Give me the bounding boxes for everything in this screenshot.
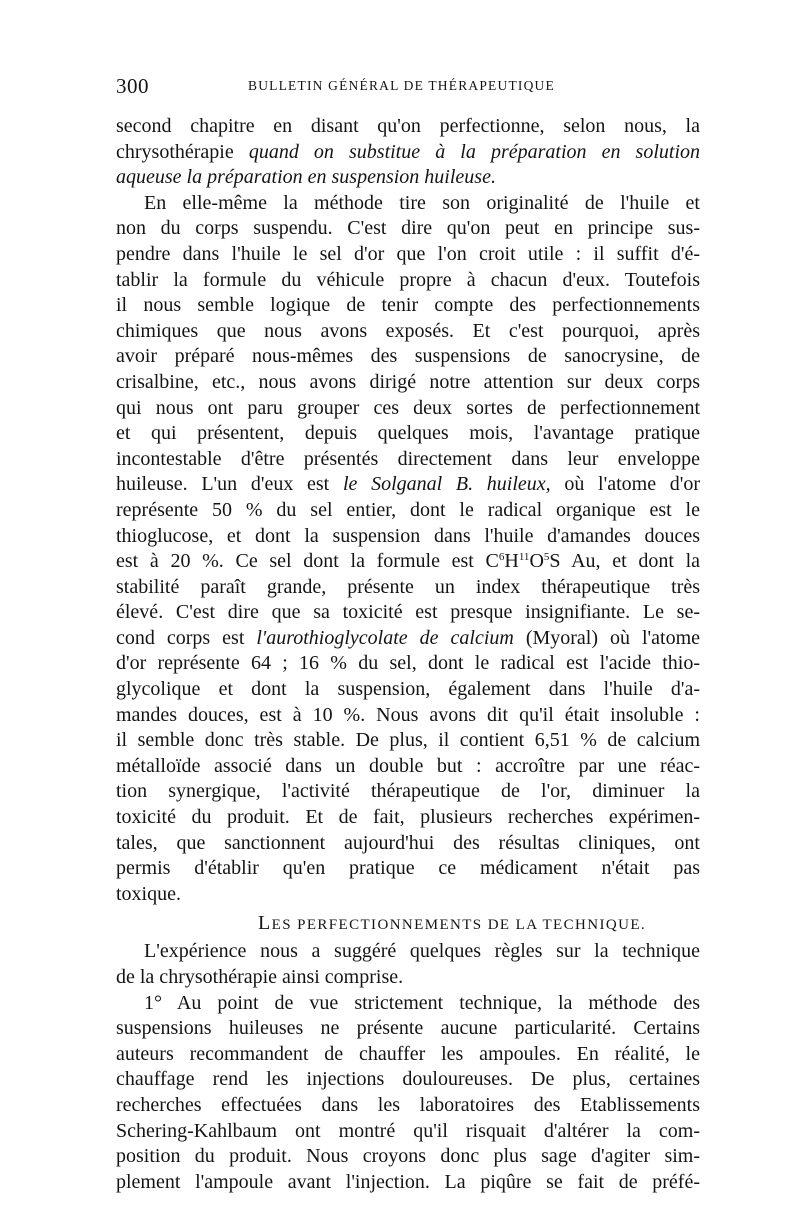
text-line: crisalbine, etc., nous avons dirigé notre attention sur deux corps — [116, 370, 700, 393]
text-line: second chapitre en disant qu'on perfectionne, selon nous, la — [116, 115, 700, 137]
text-line: et qui présentent, depuis quelques mois, l'avantage pratique — [116, 422, 700, 445]
text-line: métalloïde associé dans un double but : accroître par une réac- — [116, 754, 700, 777]
text-line: qui nous ont paru grouper ces deux sortes de perfectionnement — [116, 396, 700, 419]
text-line: mandes douces, est à 10 %. Nous avons dit qu'il était insoluble : — [116, 703, 700, 726]
text-line: chimiques que nous avons exposés. Et c'est pourquoi, après — [116, 319, 700, 342]
paragraph-start: L'expérience nous a suggéré quelques règles sur la technique — [144, 940, 700, 963]
text-line: pendre dans l'huile le sel d'or que l'on croit utile : il suffit d'é- — [116, 242, 700, 265]
text-line: auteurs recommandent de chauffer les ampoules. En réalité, le — [116, 1042, 700, 1065]
text-line: chrysothérapie quand on substitue à la préparation en solution — [116, 140, 700, 163]
text-line: stabilité paraît grande, présente un index thérapeutique très — [116, 575, 700, 598]
text-line: tion synergique, l'activité thérapeutique de l'or, diminuer la — [116, 780, 700, 803]
text-line: huileuse. L'un d'eux est le Solganal B. huileux, où l'atome d'or — [116, 473, 700, 496]
body-text — [116, 114, 700, 1195]
text-line: incontestable d'être présentés directement dans leur enveloppe — [116, 447, 700, 470]
text-line: tablir la formule du véhicule propre à chacun d'eux. Toutefois — [116, 268, 700, 291]
text-line: suspensions huileuses ne présente aucune particularité. Certains — [116, 1017, 700, 1040]
text-line: d'or représente 64 ; 16 % du sel, dont le radical est l'acide thio- — [116, 652, 700, 675]
page-header — [116, 74, 696, 104]
text-line: toxicité du produit. Et de fait, plusieurs recherches expérimen- — [116, 806, 700, 829]
text-line: Schering-Kahlbaum ont montré qu'il risquait d'altérer la com- — [116, 1119, 700, 1142]
text-line: avoir préparé nous-mêmes des suspensions de sanocrysine, de — [116, 345, 700, 368]
text-line: plement l'ampoule avant l'injection. La piqûre se fait de préfé- — [116, 1170, 700, 1193]
section-heading: LES PERFECTIONNEMENTS DE LA TECHNIQUE. — [258, 912, 647, 935]
text-line: position du produit. Nous croyons donc plus sage d'agiter sim- — [116, 1145, 700, 1168]
text-line: il nous semble logique de tenir compte des perfectionnements — [116, 294, 700, 317]
text-line: il semble donc très stable. De plus, il contient 6,51 % de calcium — [116, 729, 700, 752]
paragraph-start: En elle-même la méthode tire son originalité de l'huile et — [144, 191, 700, 214]
text-line: aqueuse la préparation en suspension huileuse. — [116, 166, 496, 189]
formula-line: est à 20 %. Ce sel dont la formule est $C^6H^{11}O^5S$ Au, et dont la — [116, 550, 700, 573]
text-line: toxique. — [116, 882, 181, 905]
text-line: recherches effectuées dans les laboratoires des Etablissements — [116, 1093, 700, 1116]
page-number: 300 — [116, 74, 149, 98]
text-line: permis d'établir qu'en pratique ce médicament n'était pas — [116, 857, 700, 880]
text-line: représente 50 % du sel entier, dont le radical organique est le — [116, 498, 700, 521]
text-line: tales, que sanctionnent aujourd'hui des résultas cliniques, ont — [116, 831, 700, 854]
paragraph-start: 1° Au point de vue strictement technique, la méthode des — [144, 991, 700, 1014]
text-line: chauffage rend les injections douloureuses. De plus, certaines — [116, 1068, 700, 1091]
text-line: thioglucose, et dont la suspension dans l'huile d'amandes douces — [116, 524, 700, 547]
running-title: BULLETIN GÉNÉRAL DE THÉRAPEUTIQUE — [248, 78, 555, 93]
text-line: glycolique et dont la suspension, également dans l'huile d'a- — [116, 678, 700, 701]
text-line: de la chrysothérapie ainsi comprise. — [116, 966, 404, 988]
text-line: non du corps suspendu. C'est dire qu'on peut en principe sus- — [116, 217, 700, 240]
text-line: élevé. C'est dire que sa toxicité est presque insignifiante. Le se- — [116, 601, 700, 624]
text-line: cond corps est l'aurothioglycolate de calcium (Myoral) où l'atome — [116, 626, 700, 649]
